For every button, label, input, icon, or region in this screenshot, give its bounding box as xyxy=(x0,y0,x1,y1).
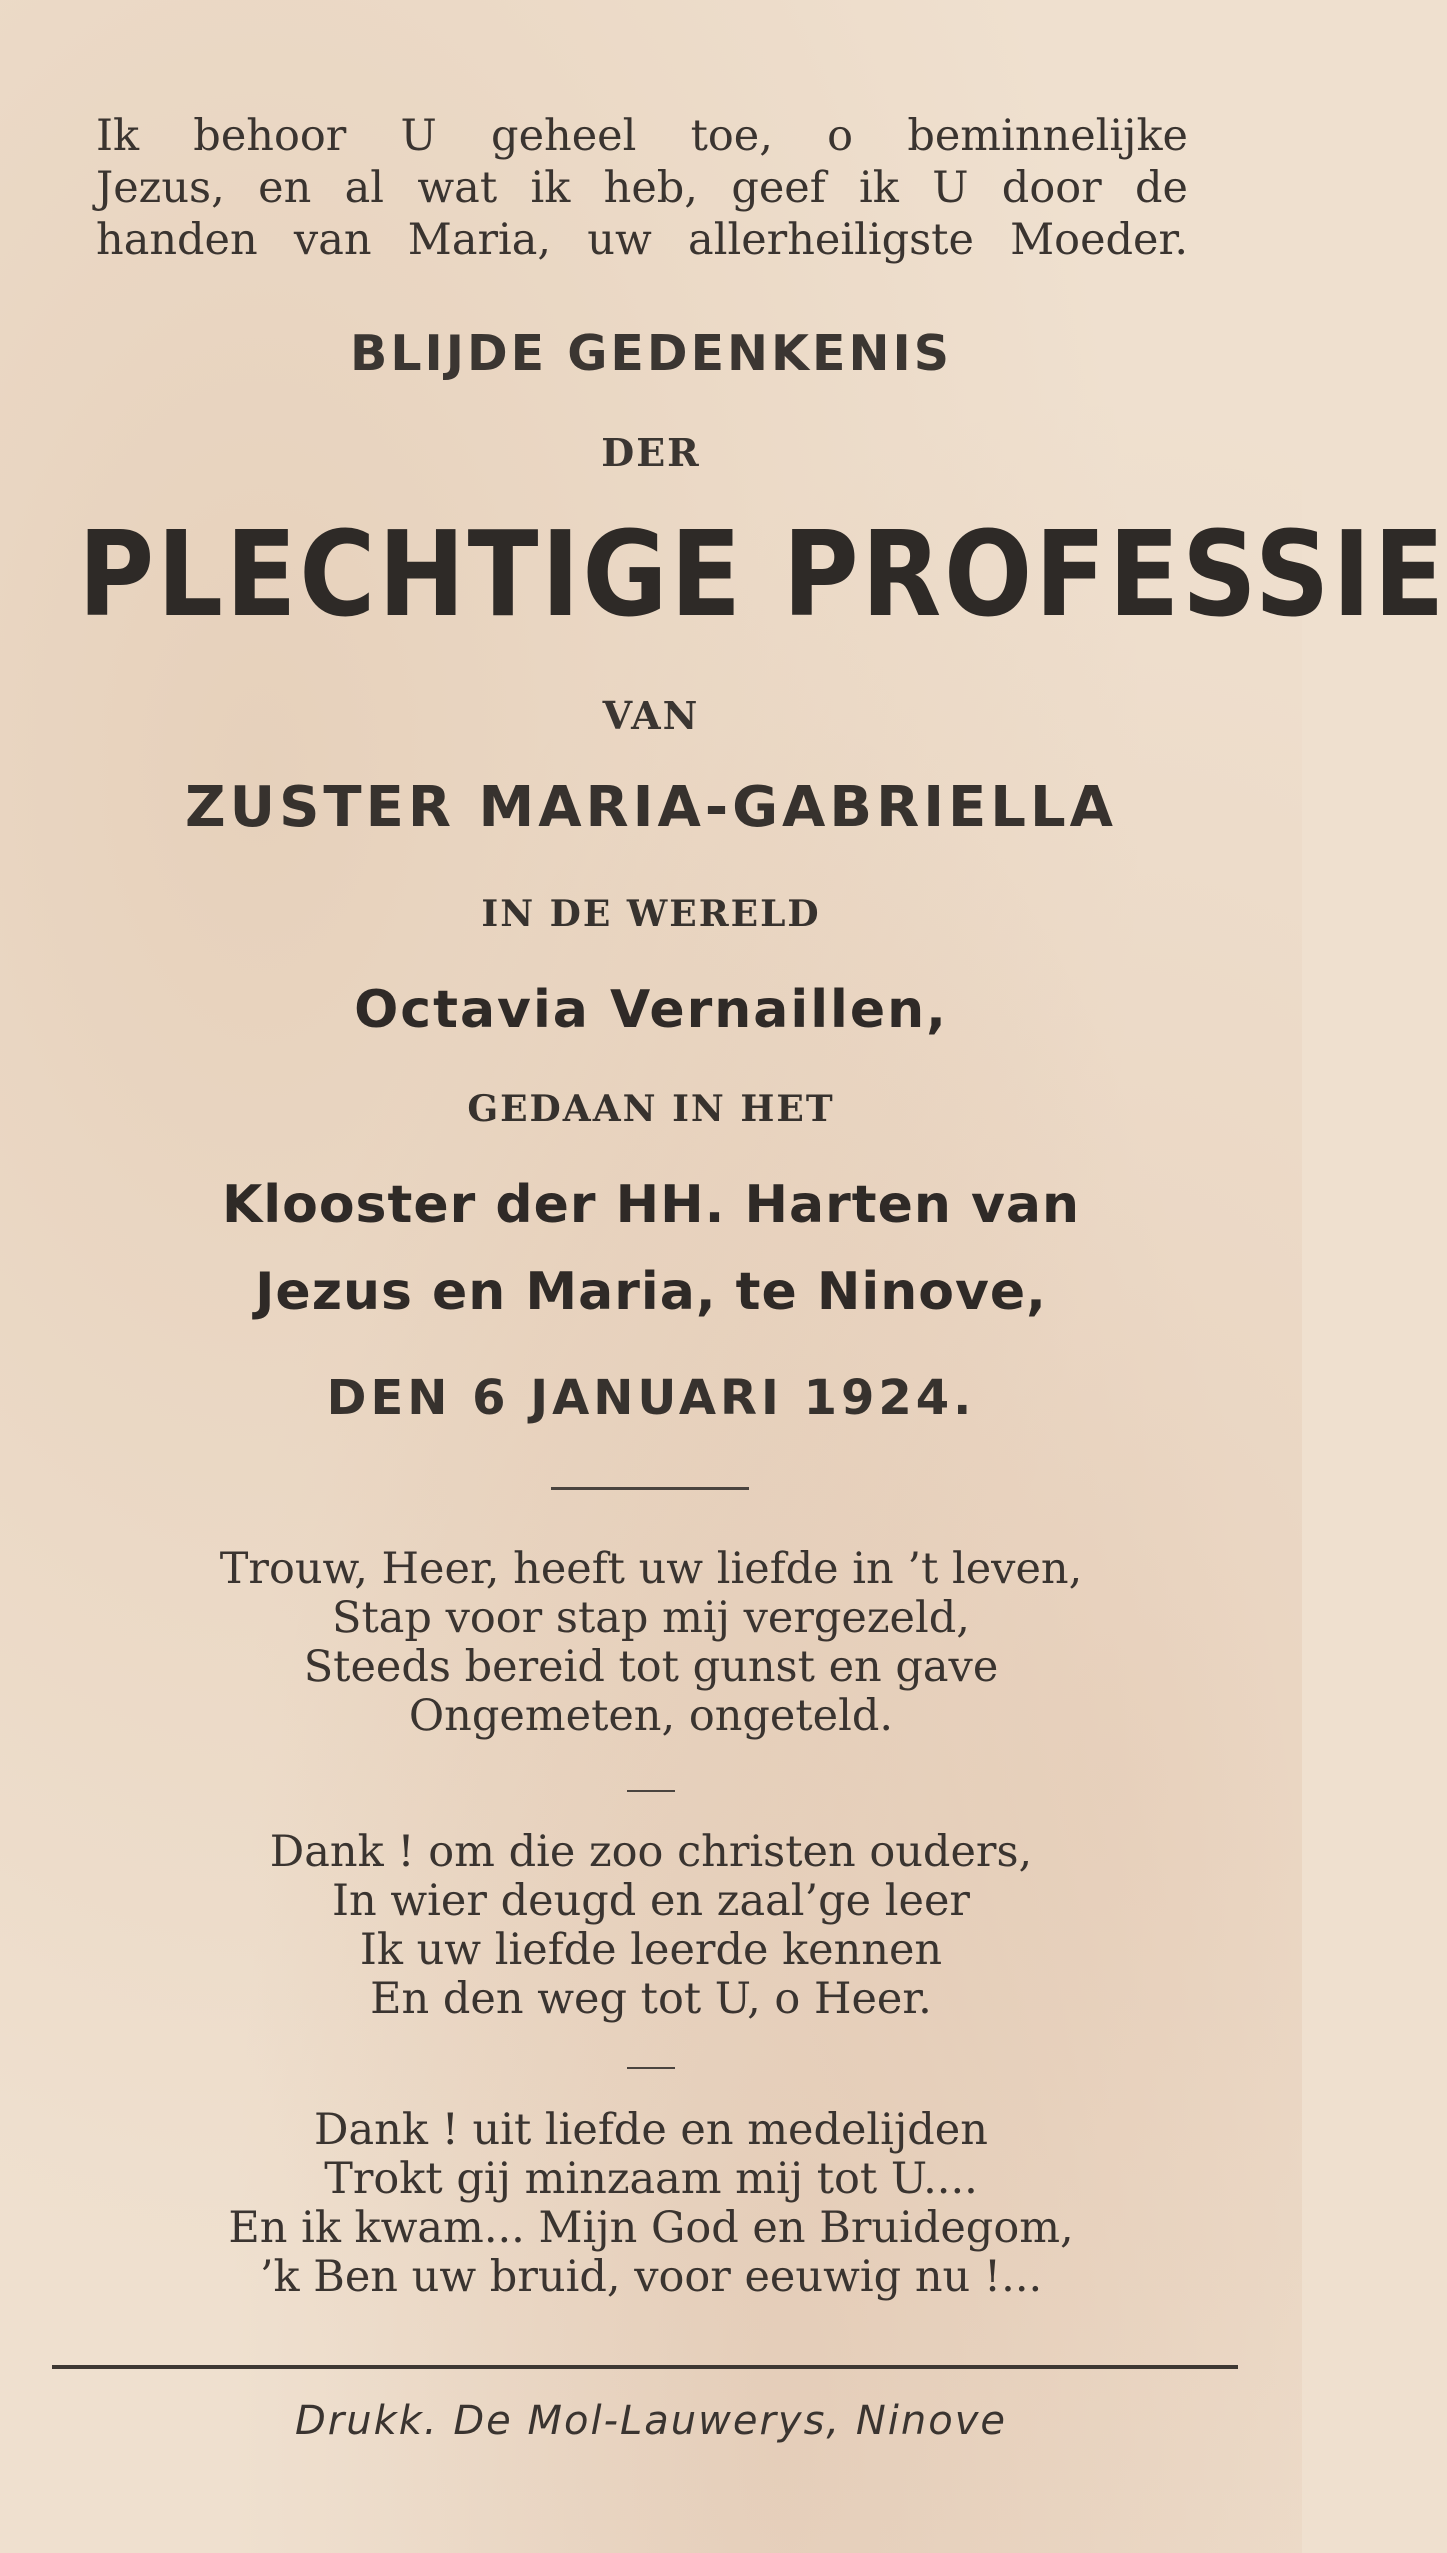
poem-line: ’k Ben uw bruid, voor eeuwig nu !... xyxy=(259,2252,1043,2302)
heading-van: VAN xyxy=(602,693,700,738)
poem-line: Ik uw liefde leerde kennen xyxy=(359,1925,943,1975)
poem-line: Dank ! uit liefde en medelijden xyxy=(314,2105,988,2155)
heading-in-de-wereld: IN DE WERELD xyxy=(481,893,821,935)
place-line-1: Klooster der HH. Harten van xyxy=(221,1175,1081,1235)
heading-gedaan-in-het: GEDAAN IN HET xyxy=(467,1088,835,1130)
heading-der: DER xyxy=(601,430,701,475)
poem-line: Steeds bereid tot gunst en gave xyxy=(303,1642,999,1692)
stanza-separator xyxy=(627,2067,675,2069)
printer-credit: Drukk. De Mol-Lauwerys, Ninove xyxy=(294,2398,1007,2444)
poem-stanza-2 xyxy=(0,1828,1302,2024)
poem-line: En ik kwam... Mijn God en Bruidegom, xyxy=(228,2203,1074,2253)
profession-date: DEN 6 JANUARI 1924. xyxy=(326,1370,976,1426)
poem-stanza-1 xyxy=(0,1545,1302,1741)
heading-blijde-gedenkenis: BLIJDE GEDENKENIS xyxy=(349,325,953,382)
intro-line: Jezus, en al wat ik heb, geef ik U door de xyxy=(96,163,1188,213)
poem-line: In wier deugd en zaal’ge leer xyxy=(332,1876,970,1926)
place-line-2: Jezus en Maria, te Ninove, xyxy=(255,1262,1047,1322)
poem-stanza-3 xyxy=(0,2106,1302,2302)
religious-name: ZUSTER MARIA-GABRIELLA xyxy=(185,775,1117,840)
poem-line: Dank ! om die zoo christen ouders, xyxy=(269,1827,1033,1877)
intro-prayer xyxy=(96,110,1188,266)
heading-title: PLECHTIGE PROFESSIE xyxy=(78,505,1447,643)
poem-line: En den weg tot U, o Heer. xyxy=(370,1974,932,2024)
poem-line: Ongemeten, ongeteld. xyxy=(408,1691,894,1741)
poem-line: Trokt gij minzaam mij tot U.... xyxy=(324,2154,978,2204)
poem-line: Stap voor stap mij vergezeld, xyxy=(332,1593,970,1643)
worldly-name: Octavia Vernaillen, xyxy=(354,980,948,1040)
footer-rule xyxy=(52,2365,1238,2369)
intro-line: Ik behoor U geheel toe, o beminnelijke xyxy=(96,111,1188,161)
stanza-separator xyxy=(627,1790,675,1792)
intro-line: handen van Maria, uw allerheiligste Moeder. xyxy=(96,215,1188,265)
poem-line: Trouw, Heer, heeft uw liefde in ’t leven, xyxy=(219,1544,1083,1594)
divider-rule xyxy=(551,1487,749,1490)
